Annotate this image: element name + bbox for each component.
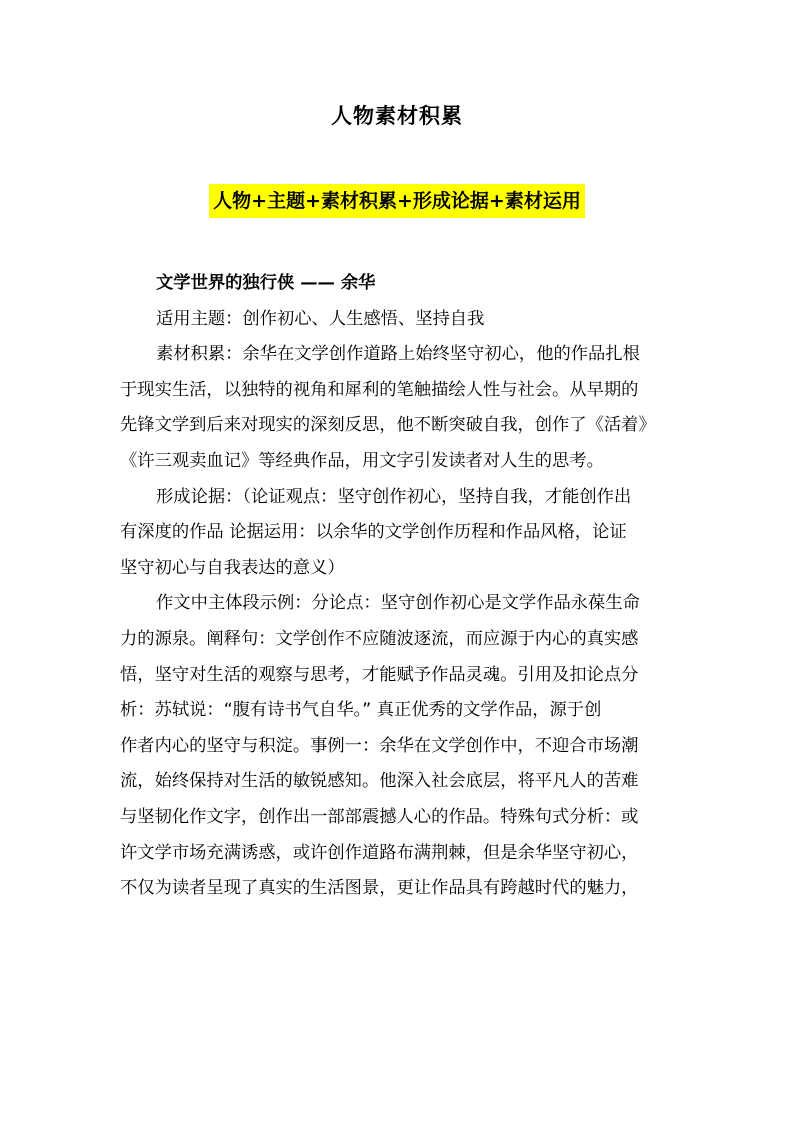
argument-paragraph-line: 坚守初心与自我表达的意义） <box>120 557 345 578</box>
example-paragraph-line: 与坚韧化作文字，创作出一部部震撼人心的作品。特殊句式分析：或 <box>120 806 639 827</box>
argument-paragraph-line: 形成论据：（论证观点：坚守创作初心，坚持自我，才能创作出 <box>156 486 632 507</box>
subtitle-container <box>0 184 794 218</box>
example-paragraph-line: 不仅为读者呈现了真实的生活图景，更让作品具有跨越时代的魅力， <box>120 878 639 899</box>
example-paragraph-line: 析：苏轼说：“腹有诗书气自华。” 真正优秀的文学作品，源于创 <box>120 700 602 721</box>
highlighted-subtitle: 人物+主题+素材积累+形成论据+素材运用 <box>209 184 585 218</box>
page-title: 人物素材积累 <box>331 104 463 128</box>
example-paragraph-line: 流，始终保持对生活的敏锐感知。他深入社会底层，将平凡人的苦难 <box>120 771 639 792</box>
document-body <box>120 266 676 907</box>
argument-paragraph-line: 有深度的作品 论据运用：以余华的文学创作历程和作品风格，论证 <box>120 522 627 543</box>
example-paragraph-line: 作者内心的坚守与积淀。事例一：余华在文学创作中，不迎合市场潮 <box>120 735 639 756</box>
material-paragraph-line: 素材积累：余华在文学创作道路上始终坚守初心，他的作品扎根 <box>156 344 640 365</box>
example-paragraph-line: 悟，坚守对生活的观察与思考，才能赋予作品灵魂。引用及扣论点分 <box>120 664 639 685</box>
topic-line: 适用主题：创作初心、人生感悟、坚持自我 <box>156 308 485 329</box>
example-paragraph-line: 力的源泉。阐释句：文学创作不应随波逐流，而应源于内心的真实感 <box>120 628 639 649</box>
material-paragraph-line: 于现实生活，以独特的视角和犀利的笔触描绘人性与社会。从早期的 <box>120 379 639 400</box>
material-paragraph-line: 《许三观卖血记》等经典作品，用文字引发读者对人生的思考。 <box>120 450 604 471</box>
section-heading: 文学世界的独行侠 —— 余华 <box>156 273 376 293</box>
example-paragraph-line: 许文学市场充满诱惑，或许创作道路布满荆棘，但是余华坚守初心， <box>120 842 639 863</box>
example-paragraph-line: 作文中主体段示例：分论点：坚守创作初心是文学作品永葆生命 <box>156 593 640 614</box>
material-paragraph-line: 先锋文学到后来对现实的深刻反思，他不断突破自我，创作了《活着》 <box>120 415 656 436</box>
